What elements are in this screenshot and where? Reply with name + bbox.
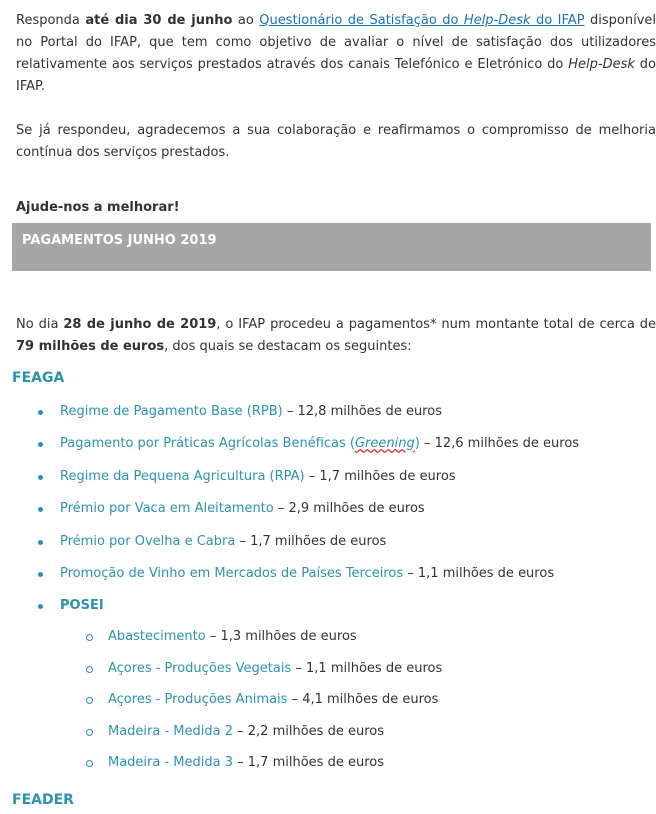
item-amount: 2,9 milhões de euros	[288, 501, 425, 516]
item-amount: 1,7 milhões de euros	[319, 469, 456, 484]
survey-link[interactable]	[259, 13, 584, 28]
separator: –	[233, 724, 248, 739]
item-amount: 1,7 milhões de euros	[247, 755, 384, 770]
separator: –	[419, 436, 435, 451]
separator: –	[282, 404, 298, 419]
circle-bullet-icon	[86, 760, 93, 767]
text: Responda	[16, 13, 86, 28]
survey-paragraph	[16, 10, 656, 98]
list-item	[60, 404, 442, 420]
separator: –	[205, 629, 221, 644]
thanks-paragraph: Se já respondeu, agradecemos a sua colaboração e reafirmamos o compromisso de melhoria contínua dos serviços prestados.	[16, 123, 656, 160]
link-text: )	[414, 436, 420, 451]
item-link[interactable]: Regime de Pagamento Base (RPB)	[60, 404, 283, 419]
bullet-icon	[38, 410, 43, 415]
item-amount: 1,3 milhões de euros	[220, 629, 357, 644]
item-amount: 4,1 milhões de euros	[302, 692, 439, 707]
circle-bullet-icon	[86, 634, 93, 641]
bullet-icon	[38, 507, 43, 512]
bullet-icon	[38, 604, 43, 609]
bullet-icon	[38, 475, 43, 480]
list-item	[108, 755, 384, 771]
item-link[interactable]: Madeira - Medida 3	[108, 755, 234, 770]
improve-heading: Ajude-nos a melhorar!	[16, 200, 180, 215]
item-amount: 1,1 milhões de euros	[417, 566, 555, 581]
text-em: Help-Desk	[568, 57, 635, 72]
feader-heading: FEADER	[12, 792, 74, 808]
item-amount: 12,6 milhões de euros	[434, 436, 580, 451]
list-item	[60, 436, 579, 452]
text: do IFAP.	[16, 57, 656, 94]
total-text: 79 milhões de euros	[16, 339, 165, 354]
item-amount: 12,8 milhões de euros	[297, 404, 442, 419]
bullet-icon	[38, 442, 43, 447]
circle-bullet-icon	[86, 729, 93, 736]
banner-title: PAGAMENTOS JUNHO 2019	[22, 233, 217, 248]
item-link[interactable]: Açores - Produções Vegetais	[108, 661, 292, 676]
item-link[interactable]: Abastecimento	[108, 629, 206, 644]
item-amount: 1,7 milhões de euros	[250, 534, 387, 549]
list-item	[60, 469, 456, 485]
separator: –	[287, 692, 303, 707]
list-item	[60, 566, 554, 582]
list-item	[108, 629, 357, 645]
separator: –	[304, 469, 320, 484]
text: , dos quais se destacam os seguintes:	[164, 339, 412, 354]
separator: –	[235, 534, 251, 549]
text: ao	[232, 13, 260, 28]
text: , o IFAP procedeu a pagamentos* num montante total de cerca de	[216, 317, 656, 332]
list-item	[108, 661, 442, 677]
item-link[interactable]	[60, 436, 420, 451]
item-link[interactable]: Prémio por Ovelha e Cabra	[60, 534, 236, 549]
separator: –	[403, 566, 418, 581]
summary-paragraph	[16, 314, 656, 358]
item-link[interactable]: Açores - Produções Animais	[108, 692, 288, 707]
link-text: Questionário de Satisfação do	[259, 13, 464, 28]
list-item	[108, 692, 438, 708]
date-text: 28 de junho de 2019	[63, 317, 217, 332]
section-banner	[12, 223, 651, 271]
deadline-text: até dia 30 de junho	[85, 13, 233, 28]
separator: –	[233, 755, 248, 770]
link-text: do IFAP	[530, 13, 585, 28]
separator: –	[291, 661, 307, 676]
item-amount: 2,2 milhões de euros	[247, 724, 384, 739]
item-link[interactable]: Madeira - Medida 2	[108, 724, 234, 739]
item-amount: 1,1 milhões de euros	[306, 661, 443, 676]
text: No dia	[16, 317, 64, 332]
link-text-em: Help-Desk	[463, 13, 531, 28]
list-item	[60, 534, 386, 550]
item-link[interactable]: Promoção de Vinho em Mercados de Países Terceiros	[60, 566, 404, 581]
feaga-heading: FEAGA	[12, 370, 65, 386]
item-link[interactable]: Prémio por Vaca em Aleitamento	[60, 501, 274, 516]
separator: –	[273, 501, 289, 516]
list-item	[60, 501, 425, 517]
circle-bullet-icon	[86, 697, 93, 704]
text: disponível no Portal do IFAP, que tem como objetivo de avaliar o nível de satisfação dos utilizadores relativamente aos serviços prestados através dos canais Telefónico e Eletrónico do	[16, 13, 656, 72]
link-text: Pagamento por Práticas Agrícolas Benéficas (	[60, 436, 355, 451]
list-item	[108, 724, 384, 740]
bullet-icon	[38, 572, 43, 577]
posei-heading: POSEI	[60, 598, 104, 613]
item-link[interactable]: Regime da Pequena Agricultura (RPA)	[60, 469, 305, 484]
bullet-icon	[38, 540, 43, 545]
link-text-em: Greening	[354, 436, 415, 451]
circle-bullet-icon	[86, 666, 93, 673]
